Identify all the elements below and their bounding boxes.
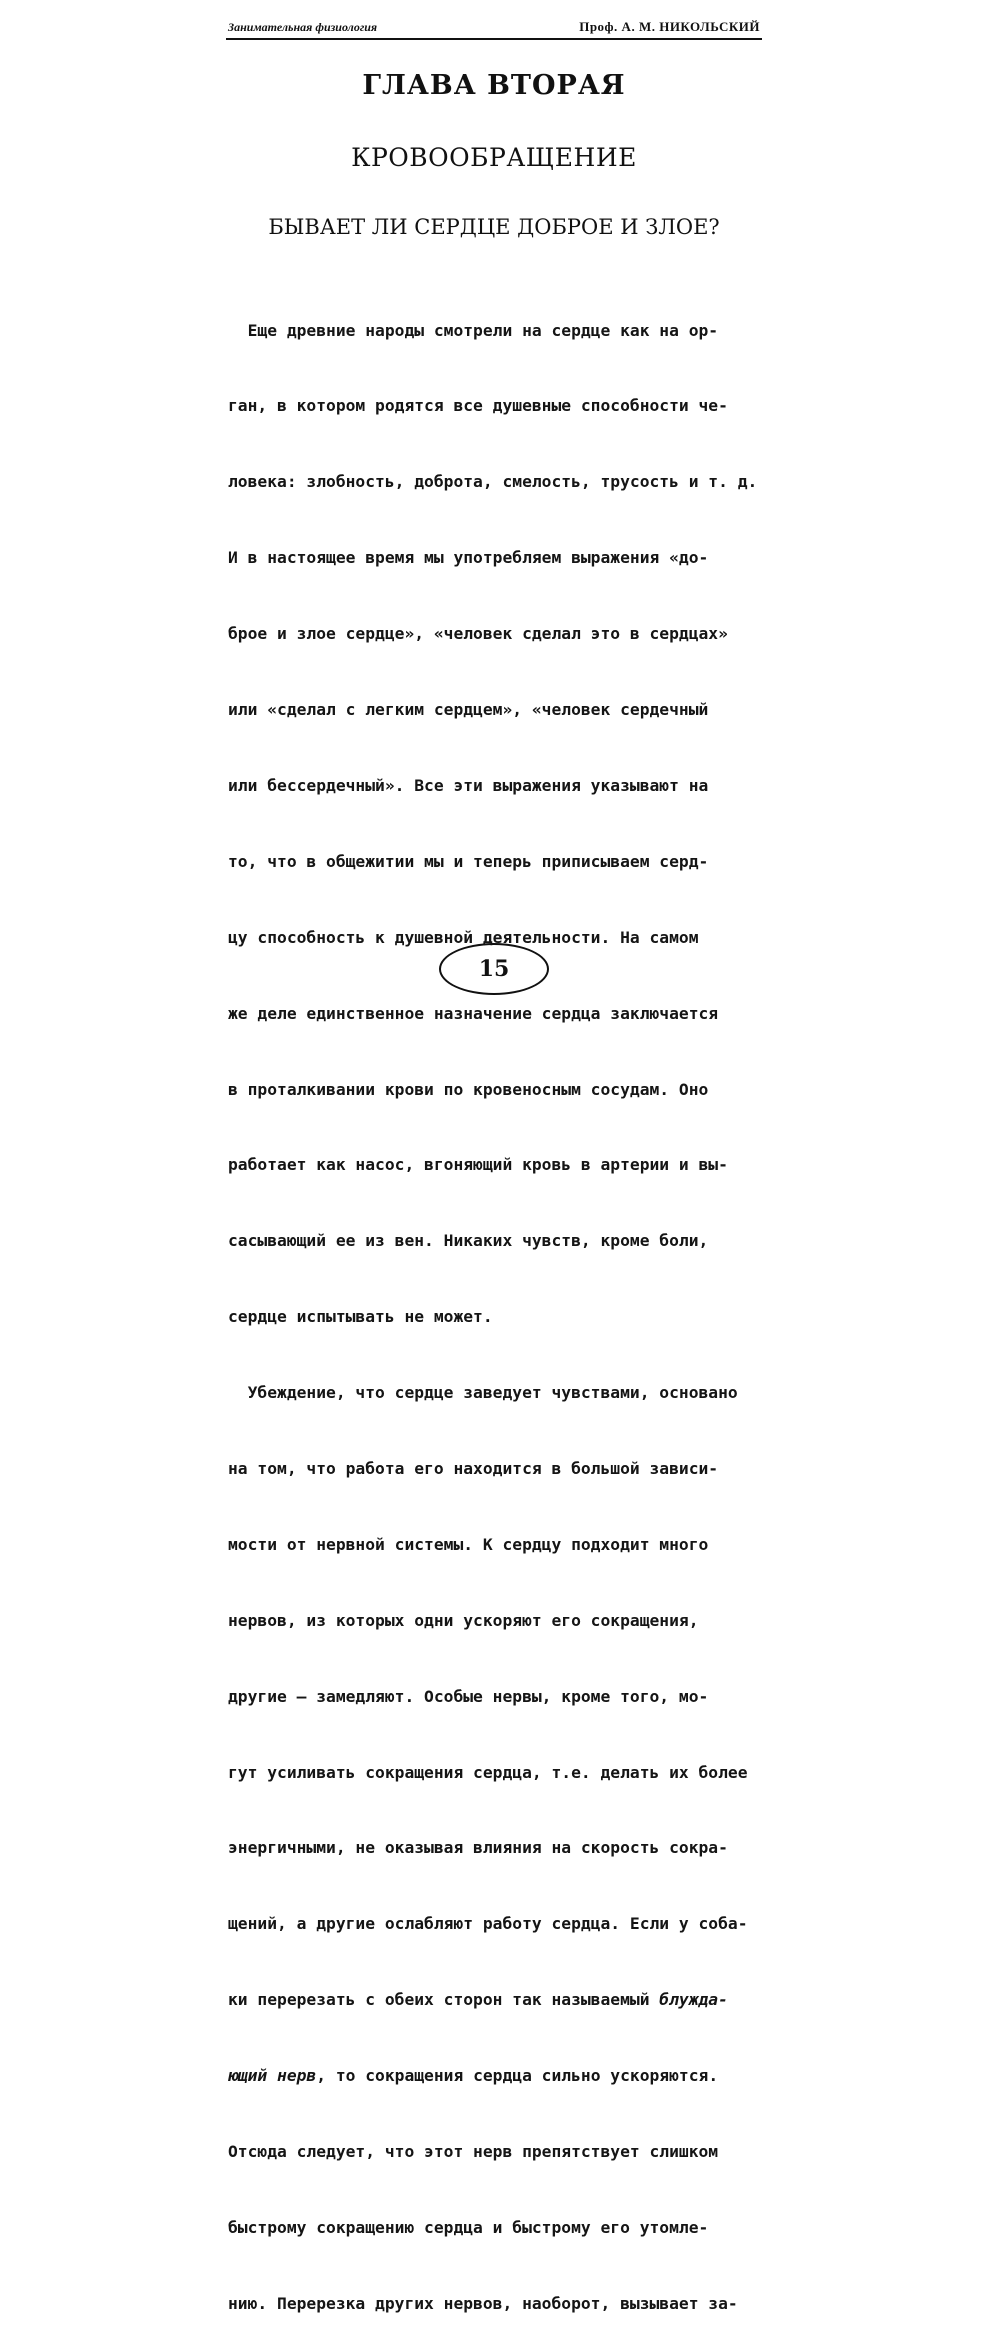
page-number-oval [439, 943, 549, 995]
body-line: на том, что работа его находится в большой зависи- [228, 1458, 719, 1478]
body-line: цу способность к душевной деятельности. На самом [228, 927, 699, 947]
body-line: то, что в общежитии мы и теперь приписываем серд- [228, 851, 709, 871]
body-line: брое и злое сердце», «человек сделал это в сердцах» [228, 624, 728, 644]
body-text [228, 267, 766, 2341]
body-line: Отсюда следует, что этот нерв препятствует слишком [228, 2141, 719, 2161]
italic-term: ющий нерв [228, 2066, 317, 2086]
body-line: нию. Перерезка других нервов, наоборот, вызывает за- [228, 2293, 738, 2313]
body-line: ган, в котором родятся все душевные способности че- [228, 396, 728, 416]
body-line: гут усиливать сокращения сердца, т.е. делать их более [228, 1762, 748, 1782]
body-line: И в настоящее время мы употребляем выражения «до- [228, 548, 709, 568]
running-head [228, 17, 760, 35]
body-line: Еще древние народы смотрели на сердце как на ор- [228, 320, 719, 340]
body-line [228, 1987, 766, 2012]
section-title: КРОВООБРАЩЕНИЕ [351, 143, 637, 172]
body-line: нервов, из которых одни ускоряют его сокращения, [228, 1610, 699, 1630]
running-head-book-title: Занимательная физиология [228, 20, 378, 34]
body-line: в проталкивании крови по кровеносным сосудам. Оно [228, 1079, 709, 1099]
body-line: или бессердечный». Все эти выражения указывают на [228, 775, 709, 795]
body-line: или «сделал с легким сердцем», «человек сердечный [228, 700, 709, 720]
body-line [228, 2063, 766, 2088]
body-line: ловека: злобность, доброта, смелость, трусость и т. д. [228, 472, 758, 492]
body-line: щений, а другие ослабляют работу сердца. Если у соба- [228, 1914, 748, 1934]
body-line: другие — замедляют. Особые нервы, кроме того, мо- [228, 1686, 709, 1706]
body-line: сасывающий ее из вен. Никаких чувств, кроме боли, [228, 1231, 709, 1251]
body-line: работает как насос, вгоняющий кровь в артерии и вы- [228, 1155, 728, 1175]
subsection-title: БЫВАЕТ ЛИ СЕРДЦЕ ДОБРОЕ И ЗЛОЕ? [268, 215, 720, 239]
body-line: энергичными, не оказывая влияния на скорость сокра- [228, 1838, 728, 1858]
body-line: мости от нервной системы. К сердцу подходит много [228, 1534, 709, 1554]
body-line: быстрому сокращению сердца и быстрому его утомле- [228, 2217, 709, 2237]
body-line-text: ки перерезать с обеих сторон так называемый [228, 1990, 660, 2010]
body-line: Убеждение, что сердце заведует чувствами, основано [228, 1383, 738, 1403]
chapter-title: ГЛАВА ВТОРАЯ [362, 70, 626, 101]
page-number: 15 [478, 956, 510, 982]
italic-term: блужда- [659, 1990, 728, 2010]
header-rule [226, 38, 762, 40]
body-line: же деле единственное назначение сердца заключается [228, 1003, 719, 1023]
body-line: сердце испытывать не может. [228, 1307, 493, 1327]
body-line-text: , то сокращения сердца сильно ускоряются. [316, 2066, 719, 2086]
running-head-author: Проф. А. М. НИКОЛЬСКИЙ [579, 19, 760, 34]
